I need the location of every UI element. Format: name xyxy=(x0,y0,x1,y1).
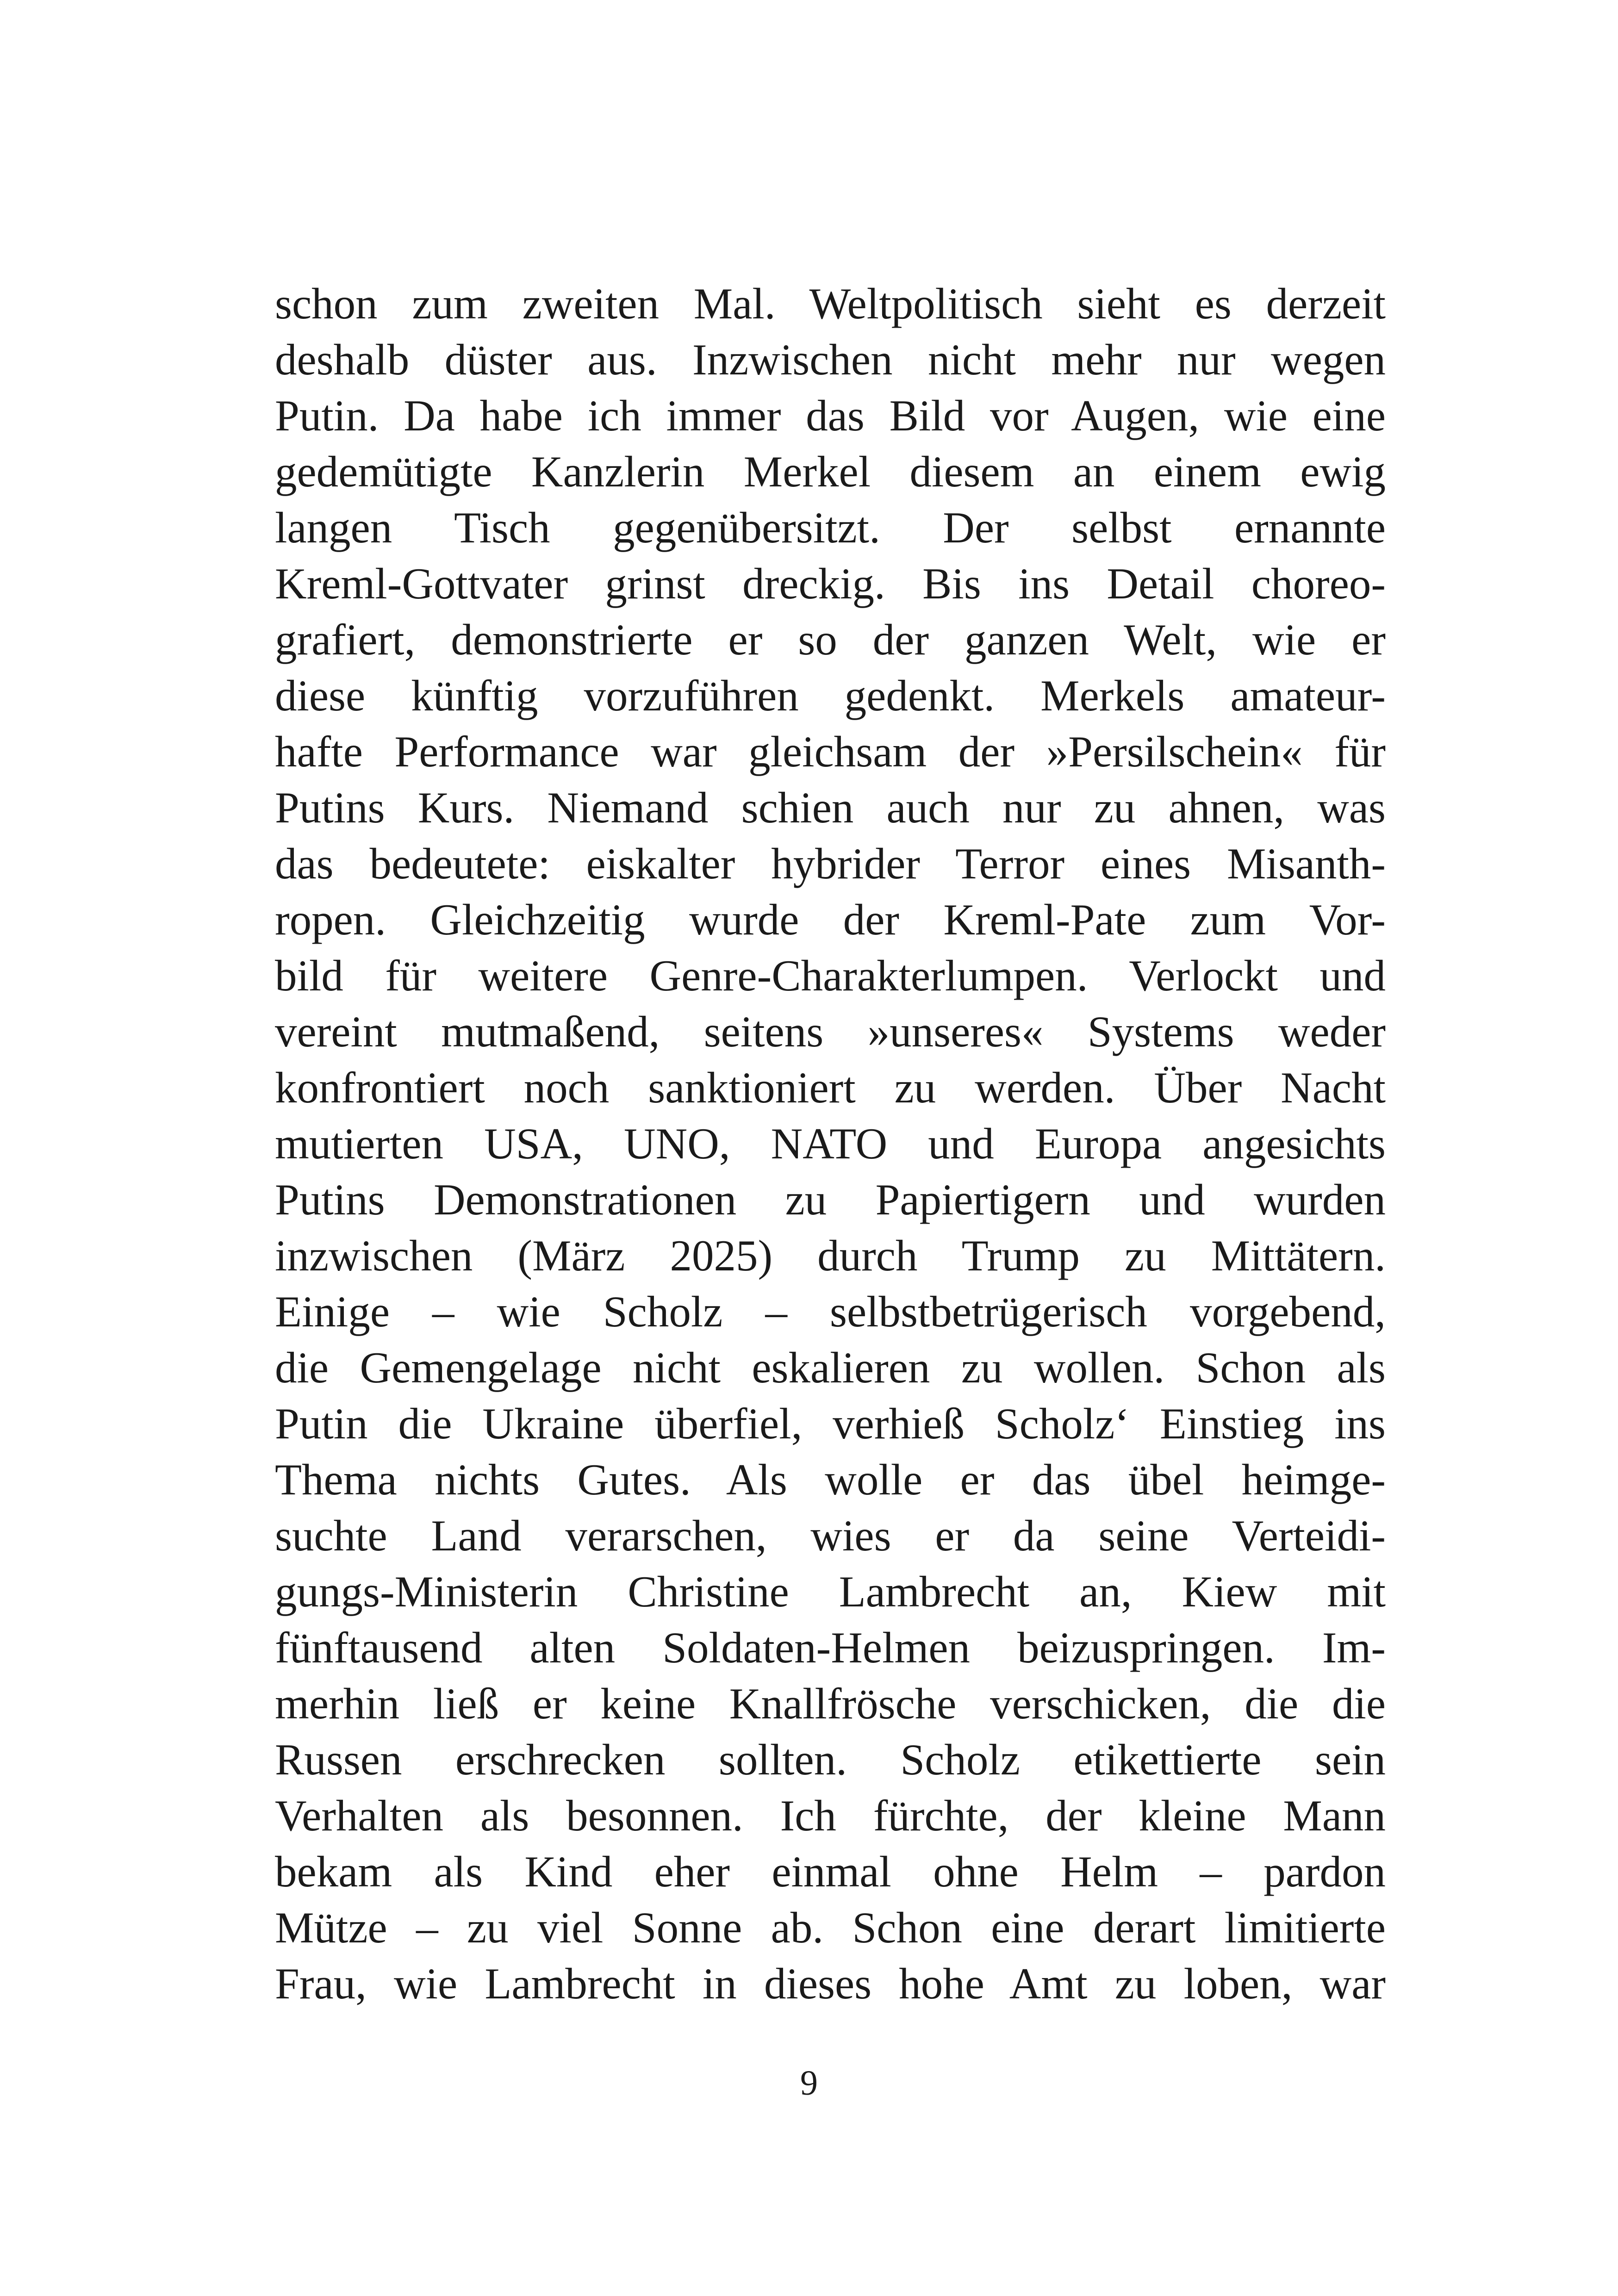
text-line: gedemütigte Kanzlerin Merkel diesem an einem ewig xyxy=(275,447,1386,496)
text-line: hafte Performance war gleichsam der »Persilschein« für xyxy=(275,727,1386,776)
text-line: Mütze – zu viel Sonne ab. Schon eine derart limitierte xyxy=(275,1903,1386,1952)
text-line: deshalb düster aus. Inzwischen nicht mehr nur wegen xyxy=(275,335,1386,384)
body-text xyxy=(275,276,1386,2012)
page-number: 9 xyxy=(800,2064,818,2103)
text-line: Putins Kurs. Niemand schien auch nur zu ahnen, was xyxy=(275,783,1386,832)
text-line: grafiert, demonstrierte er so der ganzen Welt, wie er xyxy=(275,615,1386,664)
text-line: das bedeutete: eiskalter hybrider Terror eines Misanth- xyxy=(275,839,1386,888)
text-line: langen Tisch gegenübersitzt. Der selbst ernannte xyxy=(275,503,1386,552)
text-line: Putin. Da habe ich immer das Bild vor Augen, wie eine xyxy=(275,391,1386,440)
text-line: Putins Demonstrationen zu Papiertigern und wurden xyxy=(275,1175,1386,1224)
text-line: Frau, wie Lambrecht in dieses hohe Amt zu loben, war xyxy=(275,1959,1386,2008)
text-line: Kreml-Gottvater grinst dreckig. Bis ins Detail choreo- xyxy=(275,559,1386,608)
text-line: Einige – wie Scholz – selbstbetrügerisch vorgebend, xyxy=(275,1287,1386,1336)
text-line: Russen erschrecken sollten. Scholz etikettierte sein xyxy=(275,1735,1386,1784)
text-line: gungs-Ministerin Christine Lambrecht an, Kiew mit xyxy=(275,1567,1386,1616)
text-line: inzwischen (März 2025) durch Trump zu Mittätern. xyxy=(275,1231,1386,1280)
text-line: konfrontiert noch sanktioniert zu werden. Über Nacht xyxy=(275,1063,1386,1112)
text-line: Verhalten als besonnen. Ich fürchte, der kleine Mann xyxy=(275,1791,1386,1840)
text-line: ropen. Gleichzeitig wurde der Kreml-Pate zum Vor- xyxy=(275,895,1386,944)
text-line: merhin ließ er keine Knallfrösche verschicken, die die xyxy=(275,1679,1386,1728)
text-line: bekam als Kind eher einmal ohne Helm – pardon xyxy=(275,1847,1386,1896)
text-line: schon zum zweiten Mal. Weltpolitisch sieht es derzeit xyxy=(275,279,1386,328)
text-line: die Gemengelage nicht eskalieren zu wollen. Schon als xyxy=(275,1343,1386,1392)
text-line: mutierten USA, UNO, NATO und Europa angesichts xyxy=(275,1119,1386,1168)
text-line: Thema nichts Gutes. Als wolle er das übel heimge- xyxy=(275,1455,1386,1504)
text-line: vereint mutmaßend, seitens »unseres« Systems weder xyxy=(275,1007,1386,1056)
text-line: suchte Land verarschen, wies er da seine Verteidi- xyxy=(275,1511,1386,1560)
text-line: fünftausend alten Soldaten-Helmen beizuspringen. Im- xyxy=(275,1623,1386,1672)
text-line: bild für weitere Genre-Charakterlumpen. Verlockt und xyxy=(275,951,1386,1000)
text-line: Putin die Ukraine überfiel, verhieß Scholz‘ Einstieg ins xyxy=(275,1399,1386,1448)
text-line: diese künftig vorzuführen gedenkt. Merkels amateur- xyxy=(275,671,1386,720)
